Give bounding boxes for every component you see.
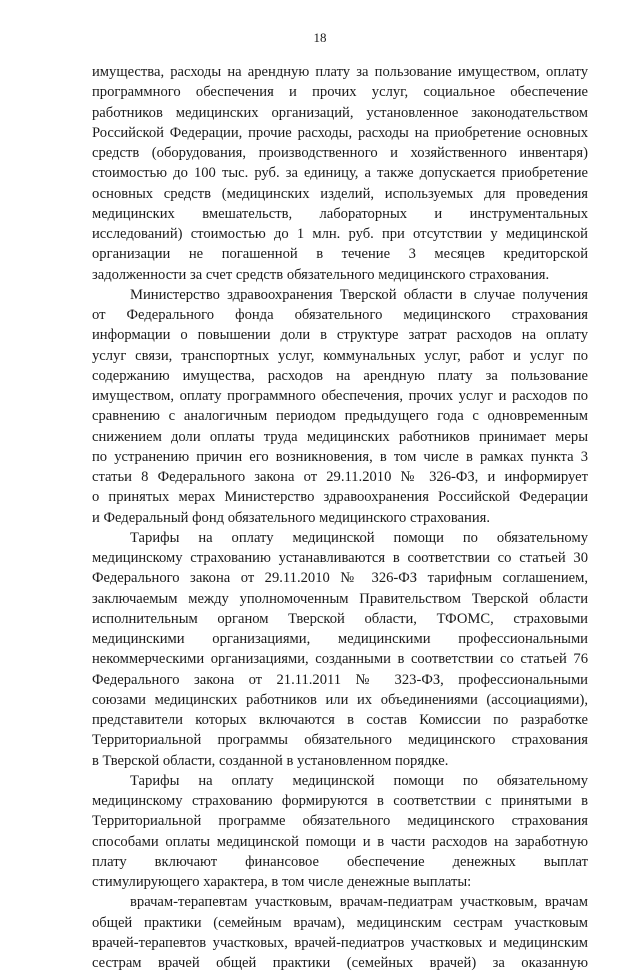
text-line: исследований) стоимостью до 1 млн. руб. при отсутствии у медицинской <box>92 226 588 242</box>
text-line: организации не погашенной в течение 3 месяцев кредиторской <box>92 246 588 263</box>
text-line: Тарифы на оплату медицинской помощи по обязательному <box>130 772 588 789</box>
paragraph <box>92 892 588 973</box>
text-line: медицинскому страхованию формируются в соответствии с принятыми в <box>92 793 588 809</box>
text-line: услуг связи, транспортных услуг, коммунальных услуг, работ и услуг по <box>92 347 588 364</box>
text-line: содержанию имущества, расходов на арендную плату за пользование <box>92 367 588 384</box>
text-line: способами оплаты медицинской помощи и в части расходов на заработную <box>92 833 588 850</box>
text-line: о принятых мерах Министерство здравоохранения Российской Федерации <box>92 489 588 506</box>
text-line: Федерального закона от 29.11.2010 № 326-ФЗ тарифным соглашением, <box>92 570 588 587</box>
text-line: снижением доли оплаты труда медицинских работников принимает меры <box>92 428 588 445</box>
text-line: средств (оборудования, производственного и хозяйственного инвентаря) <box>92 145 588 161</box>
text-line: сравнению с аналогичным периодом предыдущего года с одновременным <box>92 408 588 425</box>
text-line: Территориальной программы обязательного медицинского страхования <box>92 732 588 749</box>
text-line: от Федерального фонда обязательного медицинского страхования <box>92 307 588 323</box>
document-body <box>92 62 588 973</box>
text-line: медицинскому страхованию устанавливаются в соответствии со статьей 30 <box>92 550 588 566</box>
text-line: основных средств (медицинских изделий, используемых для проведения <box>92 185 588 202</box>
text-line: общей практики (семейным врачам), медицинским сестрам участковым <box>92 914 588 931</box>
paragraph <box>92 285 588 528</box>
text-line: задолженности за счет средств обязательного медицинского страхования. <box>92 266 550 283</box>
text-line: Территориальной программе обязательного медицинского страхования <box>92 813 588 830</box>
text-line: и Федеральный фонд обязательного медицинского страхования. <box>92 509 491 526</box>
paragraph <box>92 528 588 771</box>
text-line: по устранению причин его возникновения, в том числе в рамках пункта 3 <box>92 448 588 465</box>
text-line: Российской Федерации, прочие расходы, расходы на приобретение основных <box>92 124 588 141</box>
text-line: исполнительным органом Тверской области, ТФОМС, страховыми <box>92 610 588 627</box>
text-line: программного обеспечения и прочих услуг, социальное обеспечение <box>92 84 588 101</box>
text-line: медицинских вмешательств, лабораторных и инструментальных <box>92 205 588 222</box>
text-line: медицинскими организациями, медицинскими профессиональными <box>92 631 588 647</box>
paragraph <box>92 771 588 893</box>
text-line: Министерство здравоохранения Тверской области в случае получения <box>130 286 588 303</box>
text-line: имуществом, оплату программного обеспечения, прочих услуг и расходов по <box>92 388 588 404</box>
page-number: 18 <box>313 30 327 45</box>
text-line: сестрам врачей общей практики (семейных врачей) за оказанную <box>92 955 588 971</box>
text-line: имущества, расходы на арендную плату за пользование имуществом, оплату <box>92 64 588 80</box>
text-line: некоммерческими организациями, созданными в соответствии со статьей 76 <box>92 651 588 668</box>
text-line: врачей-терапевтов участковых, врачей-педиатров участковых и медицинским <box>92 934 588 951</box>
paragraph <box>92 62 588 285</box>
text-line: союзами медицинских работников или их объединениями (ассоциациями), <box>92 691 588 708</box>
text-line: плату включают финансовое обеспечение денежных выплат <box>92 853 588 870</box>
text-line: стимулирующего характера, в том числе денежные выплаты: <box>92 874 472 890</box>
text-line: работников медицинских организаций, установленное законодательством <box>92 104 588 121</box>
text-line: информации о повышении доли в структуре затрат расходов на оплату <box>92 327 588 344</box>
text-line: Федерального закона от 21.11.2011 № 323-ФЗ, профессиональными <box>92 671 588 688</box>
text-line: стоимостью до 100 тыс. руб. за единицу, а также допускается приобретение <box>92 165 588 182</box>
text-line: Тарифы на оплату медицинской помощи по обязательному <box>130 529 588 546</box>
text-line: заключаемым между уполномоченным Правительством Тверской области <box>92 590 588 607</box>
text-line: представители которых включаются в состав Комиссии по разработке <box>92 712 588 728</box>
text-line: в Тверской области, созданной в установленном порядке. <box>92 752 449 769</box>
text-line: статьи 8 Федерального закона от 29.11.2010 № 326-ФЗ, и информирует <box>92 469 588 485</box>
text-line: врачам-терапевтам участковым, врачам-педиатрам участковым, врачам <box>130 894 588 911</box>
